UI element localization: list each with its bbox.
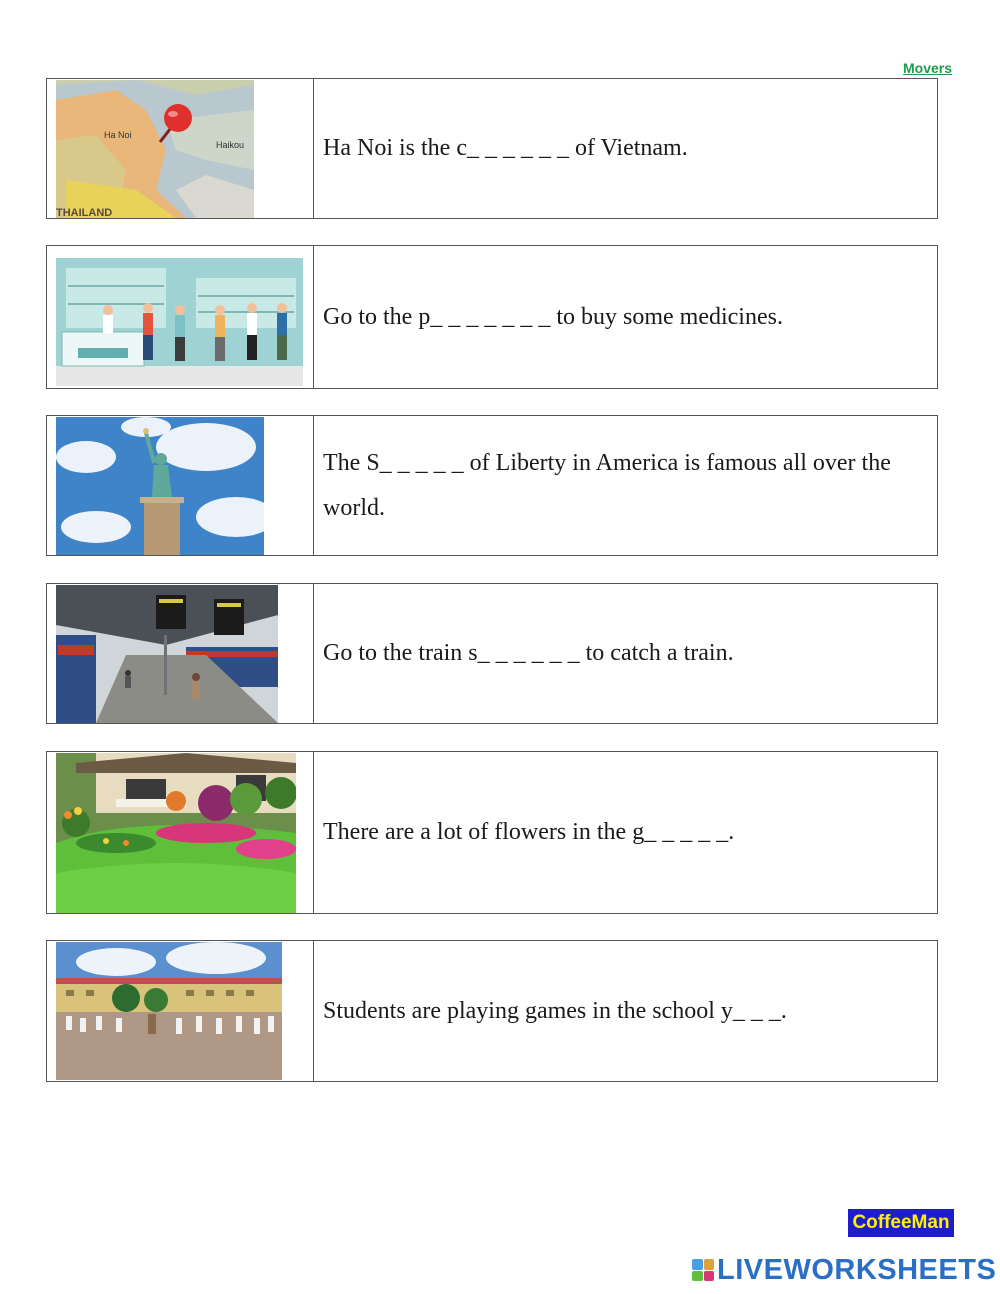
flower-garden-image	[56, 753, 296, 913]
question-text-4: Go to the train s_ _ _ _ _ _ to catch a train.	[323, 640, 734, 666]
train-station-image	[56, 585, 278, 723]
brand-name: LIVEWORKSHEETS	[717, 1253, 997, 1286]
movers-level-link[interactable]: Movers	[903, 60, 953, 76]
image-cell	[47, 752, 314, 913]
question-text-3: The S_ _ _ _ _ of Liberty in America is famous all over the world.	[323, 449, 891, 521]
question-text-5: There are a lot of flowers in the g_ _ _ _ _.	[323, 819, 735, 845]
image-cell	[47, 584, 314, 723]
svg-text:Ha Noi: Ha Noi	[104, 130, 132, 140]
question-text-2: Go to the p_ _ _ _ _ _ _ to buy some medicines.	[323, 303, 783, 330]
image-cell	[47, 416, 314, 555]
question-text-6: Students are playing games in the school y_ _ _.	[323, 997, 787, 1024]
liveworksheets-logo[interactable]	[692, 1255, 996, 1285]
statue-of-liberty-image	[56, 417, 264, 555]
image-cell	[47, 246, 314, 388]
vietnam-map-image	[56, 80, 254, 218]
question-card-1	[46, 78, 938, 219]
svg-text:THAILAND: THAILAND	[56, 207, 113, 218]
image-cell	[47, 79, 314, 218]
pharmacy-image	[56, 258, 303, 386]
question-card-5	[46, 751, 938, 914]
author-badge: CoffeeMan	[848, 1209, 954, 1237]
question-card-2	[46, 245, 938, 389]
school-yard-image	[56, 942, 282, 1080]
question-card-6	[46, 940, 938, 1082]
liveworksheets-mark-icon	[692, 1259, 714, 1281]
svg-text:Haikou: Haikou	[216, 140, 245, 150]
question-card-3	[46, 415, 938, 556]
question-card-4	[46, 583, 938, 724]
question-text-1: Ha Noi is the c_ _ _ _ _ _ of Vietnam.	[323, 135, 688, 161]
image-cell	[47, 941, 314, 1081]
